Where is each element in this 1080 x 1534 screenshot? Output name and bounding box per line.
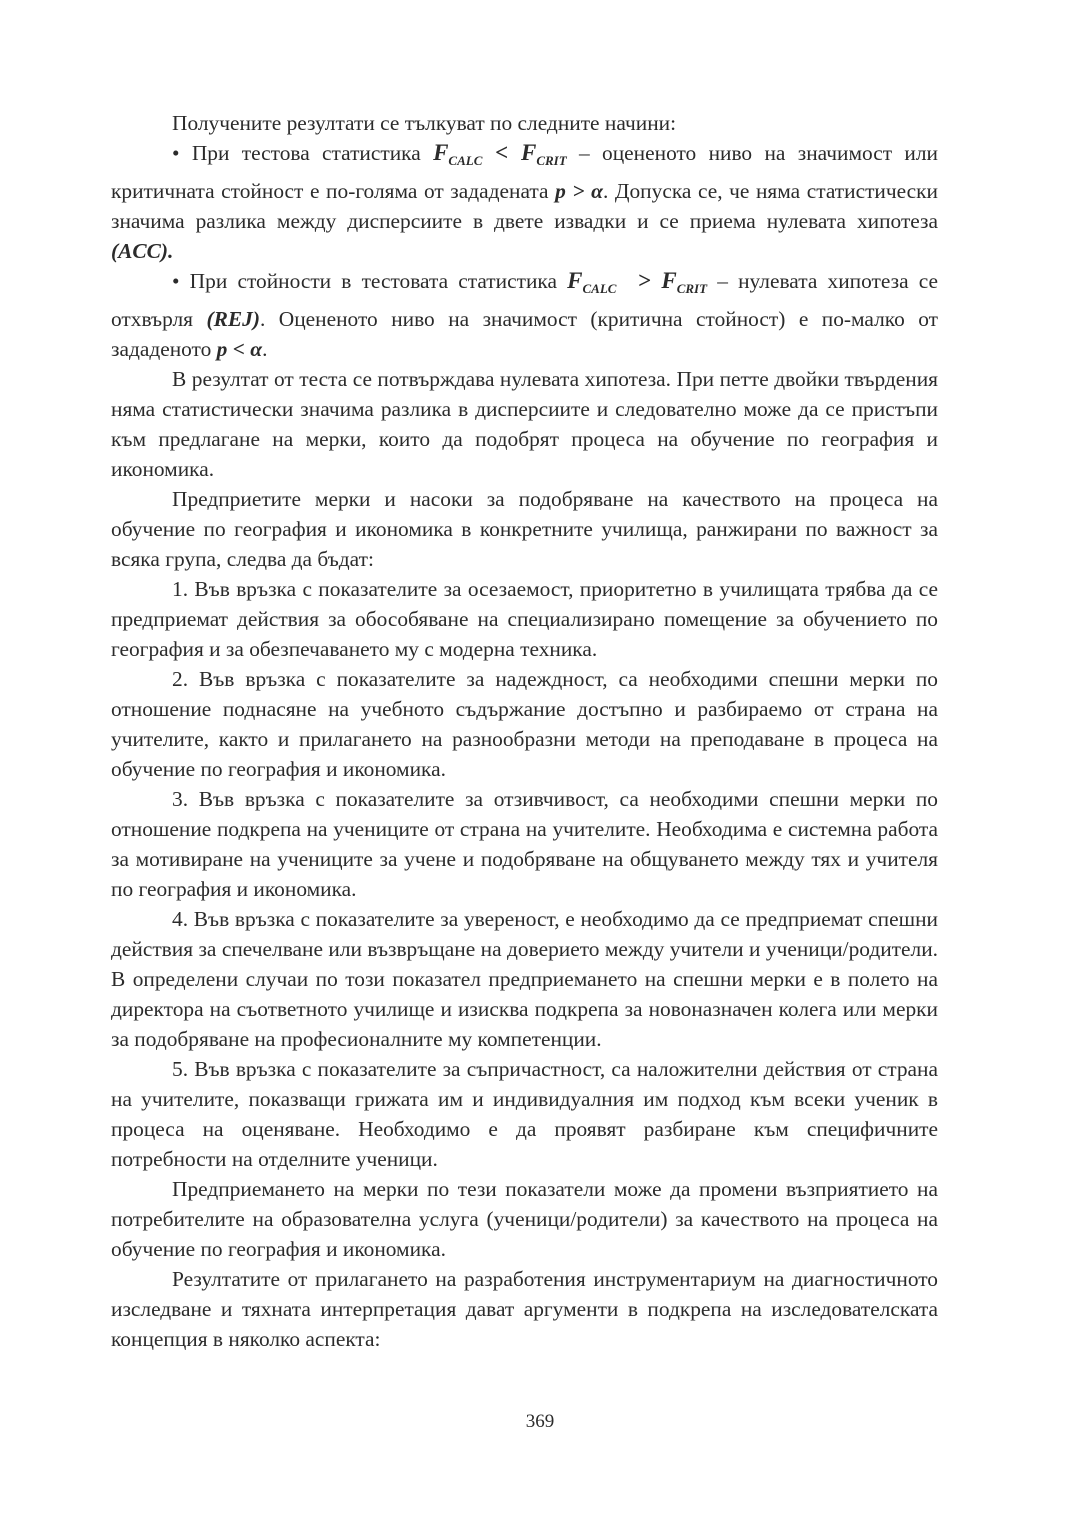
final-paragraph: Резултатите от прилагането на разработения инструментариум на диагностичното изследване и тяхната интерпретация дават аргументи в подкрепа на изследователската концепция в няколко аспекта: (111, 1267, 938, 1351)
accept-abbreviation: (ACC). (111, 239, 174, 263)
bullet-paragraph-1: • При тестова статистика $F_{CALC} < F_{CRIT}$ – оцененото ниво на значимост или критичната стойност е по-голяма от зададената p > α. Допуска се, че няма статистически значима разлика между дисперсиите в двете извадки и се приема нулевата хипотеза (ACC). (111, 140, 938, 263)
list-item-5: 5. Във връзка с показателите за съпричастност, са наложителни действия от страна на учителите, показващи грижата им и индивидуалния им подход към всеки ученик в процеса на оценяване. Необходимо е да проявят разбиране към специфичните потребности на отделните ученици. (111, 1057, 938, 1171)
f-calc-symbol: $F_{CALC}$ (433, 140, 483, 168)
intro-paragraph: Получените резултати се тълкуват по следните начини: (172, 111, 677, 135)
f-calc-symbol: $F_{CALC}$ (567, 268, 617, 296)
page-body (111, 108, 938, 1354)
condition-formula: p < α (216, 337, 263, 361)
measures-paragraph: Предприетите мерки и насоки за подобряване на качеството на процеса на обучение по география и икономика в конкретните училища, ранжирани по важност за всяка група, следва да бъдат: (111, 487, 938, 571)
reject-abbreviation: (REJ) (206, 307, 260, 331)
f-crit-symbol: $F_{CRIT}$ (661, 268, 708, 296)
list-item-4: 4. Във връзка с показателите за увереност, е необходимо да се предприемат спешни действия за спечелване или възвръщане на доверието между учители и ученици/родители. В определени случаи по този показател предприемането на спешни мерки е в полето на директора на съответното училище и изисква подкрепа за новоназначен колега или мерки за подобряване на професионалните му компетенции. (111, 907, 938, 1051)
bullet-paragraph-2: • При стойности в тестовата статистика $F_{CALC} > F_{CRIT}$ – нулевата хипотеза се отхвърля (REJ). Оцененото ниво на значимост (критична стойност) е по-малко от зададеното p < α. (111, 268, 939, 361)
list-item-3: 3. Във връзка с показателите за отзивчивост, са необходими спешни мерки по отношение подкрепа на учениците от страна на учителите. Необходима е системна работа за мотивиране на учениците за учене и подобряване на общуването между тях и учителя по география и икономика. (111, 787, 938, 901)
condition-formula: p > α (555, 179, 603, 203)
page-number: 369 (525, 1411, 555, 1432)
list-item-2: 2. Във връзка с показателите за надеждност, са необходими спешни мерки по отношение поднасяне на учебното съдържание достъпно и разбираемо от страна на учителите, както и прилагането на разнообразни методи на преподаване в процеса на обучение по география и икономика. (111, 667, 938, 781)
list-item-1: 1. Във връзка с показателите за осезаемост, приоритетно в училищата трябва да се предприемат действия за обособяване на специализирано помещение за обучението по география и за обезпечаването му с модерна техника. (111, 577, 938, 661)
result-paragraph: В резултат от теста се потвърждава нулевата хипотеза. При петте двойки твърдения няма статистически значима разлика в дисперсиите и следователно може да се пристъпи към предлагане на мерки, които да подобрят процеса на обучение по география и икономика. (111, 367, 938, 481)
f-crit-symbol: $F_{CRIT}$ (520, 140, 567, 168)
effect-paragraph: Предприемането на мерки по тези показатели може да промени възприятието на потребителите на образователна услуга (ученици/родители) за качеството на процеса на обучение по география и икономика. (111, 1177, 938, 1261)
